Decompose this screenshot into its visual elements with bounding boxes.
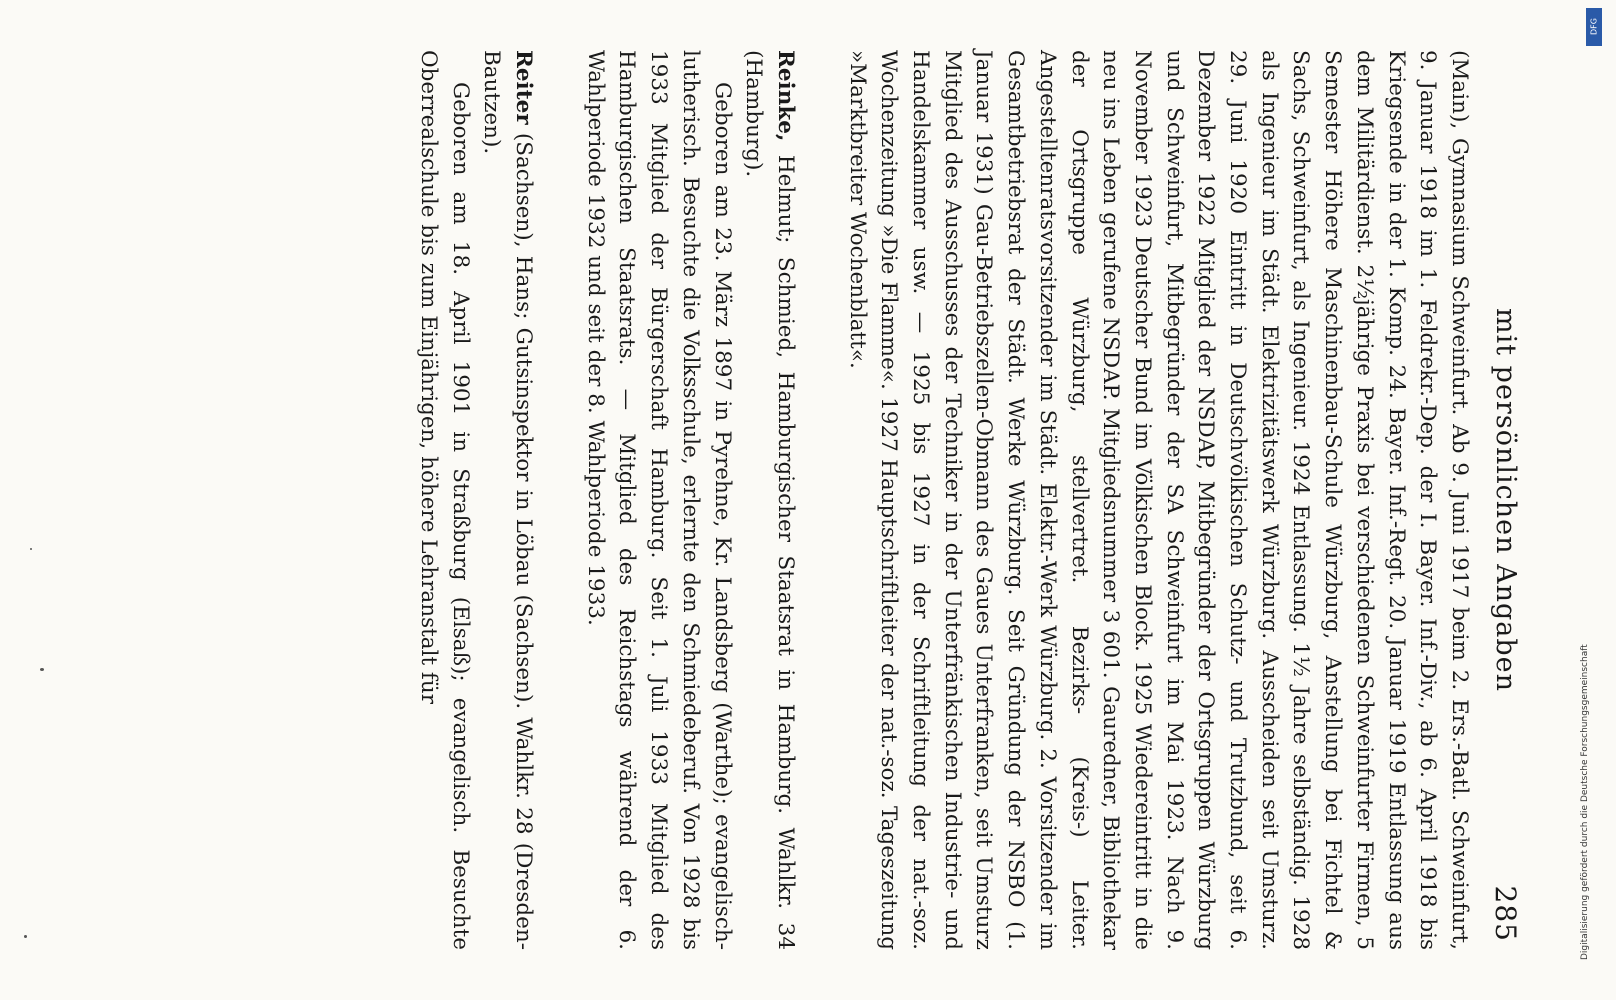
entry-name: Reinke, <box>772 50 798 142</box>
entry-heading <box>476 50 539 950</box>
running-title: mit persönlichen Angaben <box>1490 308 1521 692</box>
entry-reinke <box>579 50 801 950</box>
continued-paragraph: (Main), Gymnasium Schweinfurt. Ab 9. Juni 1917 beim 2. Ers.-Batl. Schweinfurt, 9. Januar 1918 im 1. Feldrekr.-Dep. der I. Bayer. Inf.-Div., ab 6. April 1918 bis Kriegsende in der 1. Komp. 24. Bayer. Inf.-Regt. 20. Januar 1919 Entlassung aus dem Militärdienst. 2½jährige Praxis bei verschiedenen Schweinfurter Firmen, 5 Semester Höhere Maschinenbau-Schule Würzburg, Anstellung bei Fichtel & Sachs, Schweinfurt, als Ingenieur. 1924 Entlassung. 1½ Jahre selbständig. 1928 als Ingenieur im Städt. Elektrizitätswerk Würzburg. Ausscheiden seit Umsturz. 29. Juni 1920 Eintritt in Deutschvölkischen Schutz- und Trutzbund, seit 6. Dezember 1922 Mitglied der NSDAP, Mitbegründer der Ortsgruppen Würzburg und Schweinfurt, Mitbegründer der SA Schweinfurt im Mai 1923. Nach 9. November 1923 Deutscher Bund im Völkischen Block. 1925 Wiedereintritt in die neu ins Leben gerufene NSDAP. Mitgliedsnummer 3 601. Gauredner, Bibliothekar der Ortsgruppe Würzburg, stellvertret. Bezirks- (Kreis-) Leiter. Angestelltenratsvorsitzender im Städt. Elektr.-Werk Würzburg. 2. Vorsitzender im Gesamtbetriebsrat der Städt. Werke Würzburg. Seit Gründung der NSBO (1. Januar 1931) Gau-Betriebszellen-Obmann des Gaues Unterfranken, seit Umsturz Mitglied des Ausschusses der Techniker in der Unterfränkischen Industrie- und Handelskammer usw. — 1925 bis 1927 in der Schriftleitung der nat.-soz. Wochenzeitung »Die Flamme«. 1927 Hauptschriftleiter der nat.-soz. Tageszeitung »Marktbreiter Wochenblatt«. <box>844 50 1472 950</box>
entry-body: Geboren am 18. April 1901 in Straßburg (Elsaß); evangelisch. Besuchte Oberrealschule bis zum Einjährigen, höhere Lehranstalt für <box>415 50 473 950</box>
scan-speck <box>24 935 27 938</box>
dfg-logo <box>1586 8 1602 46</box>
logo-text: DFG <box>1589 18 1599 36</box>
entry-reiter <box>412 50 539 950</box>
entry-heading-rest: (Sachsen), Hans; Gutsinspektor in Löbau (Sachsen). Wahlkr. 28 (Dresden-Bautzen). <box>479 50 537 950</box>
scan-speck <box>40 668 44 671</box>
entry-name: Reiter <box>511 50 537 125</box>
page-number: 285 <box>1489 885 1522 942</box>
entry-body: Geboren am 23. März 1897 in Pyrehne, Kr. Landsberg (Warthe); evangelisch-lutherisch. Besuchte die Volksschule, erlernte den Schmiedeberuf. Von 1928 bis 1933 Mitglied der Bürgerschaft Hamburg. Seit 1. Juli 1933 Mitglied des Hamburgischen Staatsrats. — Mitglied des Reichstags während der 6. Wahlperiode 1932 und seit der 8. Wahlperiode 1933. <box>582 50 735 950</box>
scan-speck <box>30 548 32 550</box>
entry-heading <box>738 50 801 950</box>
page-header <box>1475 50 1521 950</box>
entry-heading-rest: Helmut; Schmied, Hamburgischer Staatsrat in Hamburg. Wahlkr. 34 (Hamburg). <box>741 50 798 950</box>
entry-gap <box>801 50 841 950</box>
rotated-book-page <box>30 20 1545 980</box>
digitization-credit: Digitalisierung gefördert durch die Deutsche Forschungsgemeinschaft <box>1580 644 1590 960</box>
entry-gap <box>539 50 579 950</box>
